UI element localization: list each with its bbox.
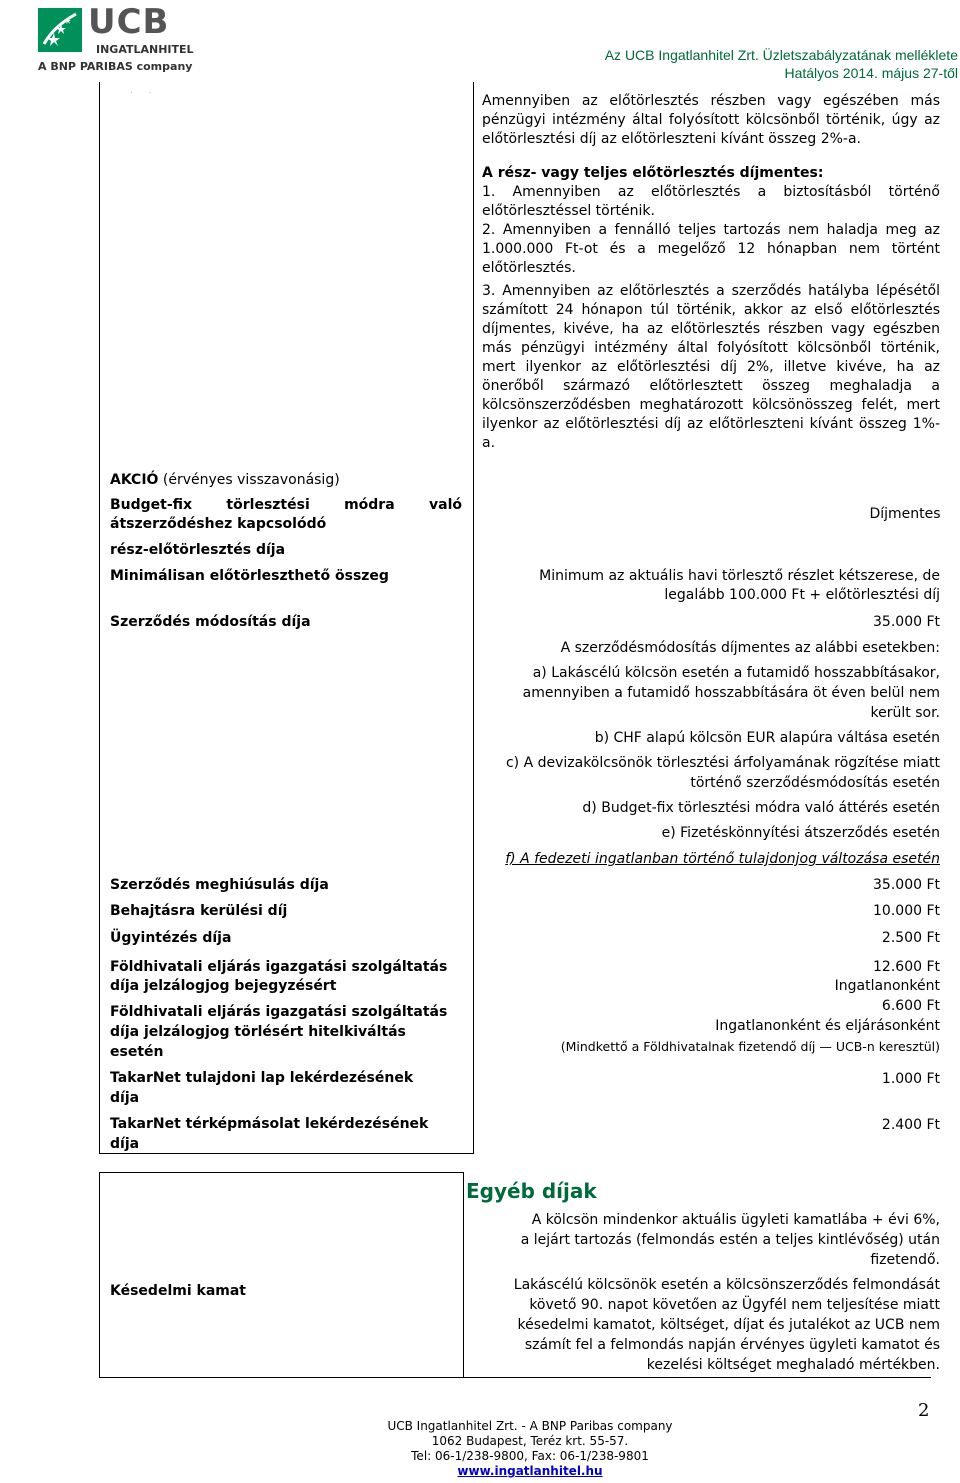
modositas-e: e) Fizetéskönnyítési átszerződés esetén [661, 825, 940, 841]
bnp-stars-logo-icon [38, 8, 82, 52]
foldhivatal2-value-a: 6.600 Ft [881, 998, 940, 1014]
table2-border-middle [463, 1172, 464, 1378]
egyeb-dijak-title: Egyéb díjak [466, 1179, 597, 1203]
minimum-label: Minimálisan előtörleszthető összeg [110, 568, 389, 584]
modositas-c1: c) A devizakölcsönök törlesztési árfolyamának rögzítése miatt [505, 755, 940, 771]
modositas-b: b) CHF alapú kölcsön EUR alapúra váltása esetén [594, 730, 940, 746]
foldhivatal2-label-a: Földhivatali eljárás igazgatási szolgáltatás [110, 1004, 448, 1020]
akcio-title-rest: (érvényes visszavonásig) [158, 472, 340, 488]
modositas-a1: a) Lakáscélú kölcsön esetén a futamidő hosszabbításakor, [532, 665, 940, 681]
modositas-a2: amennyiben a futamidő hosszabbítására öt éven belül nem [522, 685, 940, 701]
modositas-f: f) A fedezeti ingatlanban történő tulajdonjog változása esetén [505, 851, 940, 867]
logo-ucb-text: UCB [88, 2, 170, 42]
fee-meghiusulas-value: 35.000 Ft [873, 877, 940, 893]
header-line2: Hatályos 2014. május 27-től [784, 65, 958, 81]
foldhivatal2-label-b: díja jelzálogjog törlésért hitelkiváltás [110, 1024, 406, 1040]
kesedelmi-p2a: Lakáscélú kölcsönök esetén a kölcsönszerződés felmondását [513, 1277, 940, 1293]
kesedelmi-p1b: a lejárt tartozás (felmondás estén a teljes kintlévőség) után [520, 1232, 940, 1248]
modositas-a3: került sor. [870, 705, 940, 721]
prepay-item2: 2. Amennyiben a fennálló teljes tartozás nem haladja meg az 1.000.000 Ft-ot és a megelőző 12 hónapban nem történt előtörlesztés. [482, 222, 940, 276]
foldhivatal2-value-b: Ingatlanonként és eljárásonként [715, 1018, 940, 1034]
kesedelmi-kamat-label: Késedelmi kamat [110, 1283, 246, 1299]
table2-border-bottom [99, 1377, 931, 1378]
kesedelmi-p1c: fizetendő. [870, 1252, 940, 1268]
kesedelmi-p2b: követő 90. napot követően az Ügyfél nem teljesítése miatt [529, 1297, 940, 1313]
logo-sub-text: INGATLANHITEL [96, 43, 194, 56]
fee-ugyintezes-label: Ügyintézés díja [110, 930, 232, 946]
akcio-label-a: Budget-fix törlesztési módra való [110, 497, 462, 513]
footer-website-link[interactable]: www.ingatlanhitel.hu [457, 1464, 603, 1478]
takarnet1-value: 1.000 Ft [881, 1071, 940, 1087]
foldhivatal1-label-a: Földhivatali eljárás igazgatási szolgáltatás [110, 959, 448, 975]
takarnet1-label-a: TakarNet tulajdoni lap lekérdezésének [110, 1070, 414, 1086]
akcio-label-b: átszerződéshez kapcsolódó [110, 516, 327, 532]
kesedelmi-p2e: kezelési költséget meghaladó mértékben. [646, 1357, 940, 1373]
foldhivatal2-label-c: esetén [110, 1044, 164, 1060]
table-border-left [99, 82, 100, 1154]
modositas-c2: történő szerződésmódosítás esetén [690, 775, 940, 791]
foldhivatal1-value-b: Ingatlanonként [834, 978, 940, 994]
takarnet2-label-a: TakarNet térképmásolat lekérdezésének [110, 1116, 429, 1132]
modositas-d: d) Budget-fix törlesztési módra való áttérés esetén [582, 800, 940, 816]
fee-behajtas-value: 10.000 Ft [873, 903, 940, 919]
fee-ugyintezes-value: 2.500 Ft [881, 930, 940, 946]
faint-marks: · · [130, 88, 158, 99]
logo-tagline: A BNP PARIBAS company [38, 60, 193, 73]
kesedelmi-p1a: A kölcsön mindenkor aktuális ügyleti kamatlába + évi 6%, [531, 1212, 940, 1228]
takarnet1-label-b: díja [110, 1090, 140, 1106]
table-border-middle [473, 82, 474, 1154]
kesedelmi-p2d: számít fel a felmondás napján érvényes ügyleti kamatot és [524, 1337, 940, 1353]
akcio-title-bold: AKCIÓ [110, 472, 159, 488]
prepay-intro: Amennyiben az előtörlesztés részben vagy egészében más pénzügyi intézmény által folyósított kölcsönből történik, úgy az előtörlesztési díj az előtörleszteni kívánt összeg 2%-a. [482, 93, 940, 147]
page-number: 2 [918, 1400, 930, 1421]
takarnet2-label-b: díja [110, 1136, 140, 1152]
takarnet2-value: 2.400 Ft [881, 1117, 940, 1133]
company-logo [38, 2, 198, 74]
modositas-label: Szerződés módosítás díja [110, 614, 311, 630]
footer-line1: UCB Ingatlanhitel Zrt. - A BNP Paribas company [387, 1419, 673, 1433]
prepay-item3: 3. Amennyiben az előtörlesztés a szerződés hatályba lépésétől számított 24 hónapon túl történik, akkor az első előtörlesztés díjmentes, kivéve, ha az előtörlesztés részben vagy egészben más pénzügyi intézmény által folyósított kölcsönből történik, mert ilyenkor az előtörlesztési díj 2%, illetve kivéve, ha az önerőből származó előtörlesztett összeg meghaladja a kölcsönszerződésben meghatározott kölcsönösszeg felét, mert ilyenkor az előtörlesztési díj az előtörleszteni kívánt összeg 1%-a. [482, 283, 940, 451]
fee-behajtas-label: Behajtásra kerülési díj [110, 903, 288, 919]
kesedelmi-p2c: késedelmi kamatot, költséget, díjat és jutalékot az UCB nem [517, 1317, 940, 1333]
minimum-value-b: legalább 100.000 Ft + előtörlesztési díj [664, 587, 940, 603]
modositas-free-intro: A szerződésmódosítás díjmentes az alábbi esetekben: [560, 640, 940, 656]
modositas-value: 35.000 Ft [873, 614, 940, 630]
foldhivatal-note: (Mindkettő a Földhivatalnak fizetendő díj — UCB-n keresztül) [560, 1039, 940, 1054]
table2-border-left [99, 1172, 100, 1378]
foldhivatal1-label-b: díja jelzálogjog bejegyzésért [110, 978, 337, 994]
minimum-value-a: Minimum az aktuális havi törlesztő részlet kétszerese, de [539, 568, 940, 584]
akcio-value: Díjmentes [869, 506, 941, 522]
akcio-label-c: rész-előtörlesztés díja [110, 542, 286, 558]
prepay-free-heading: A rész- vagy teljes előtörlesztés díjmentes: [482, 165, 824, 181]
foldhivatal1-value-a: 12.600 Ft [873, 959, 940, 975]
prepay-item1: 1. Amennyiben az előtörlesztés a biztosításból történő előtörlesztéssel történik. [482, 184, 940, 219]
header-line1: Az UCB Ingatlanhitel Zrt. Üzletszabályzatának melléklete [604, 47, 958, 63]
table2-border-top [99, 1172, 464, 1173]
footer-line3: Tel: 06-1/238-9800, Fax: 06-1/238-9801 [411, 1449, 649, 1463]
footer-line2: 1062 Budapest, Teréz krt. 55-57. [431, 1434, 629, 1448]
akcio-title [110, 471, 462, 490]
fee-meghiusulas-label: Szerződés meghiúsulás díja [110, 877, 329, 893]
